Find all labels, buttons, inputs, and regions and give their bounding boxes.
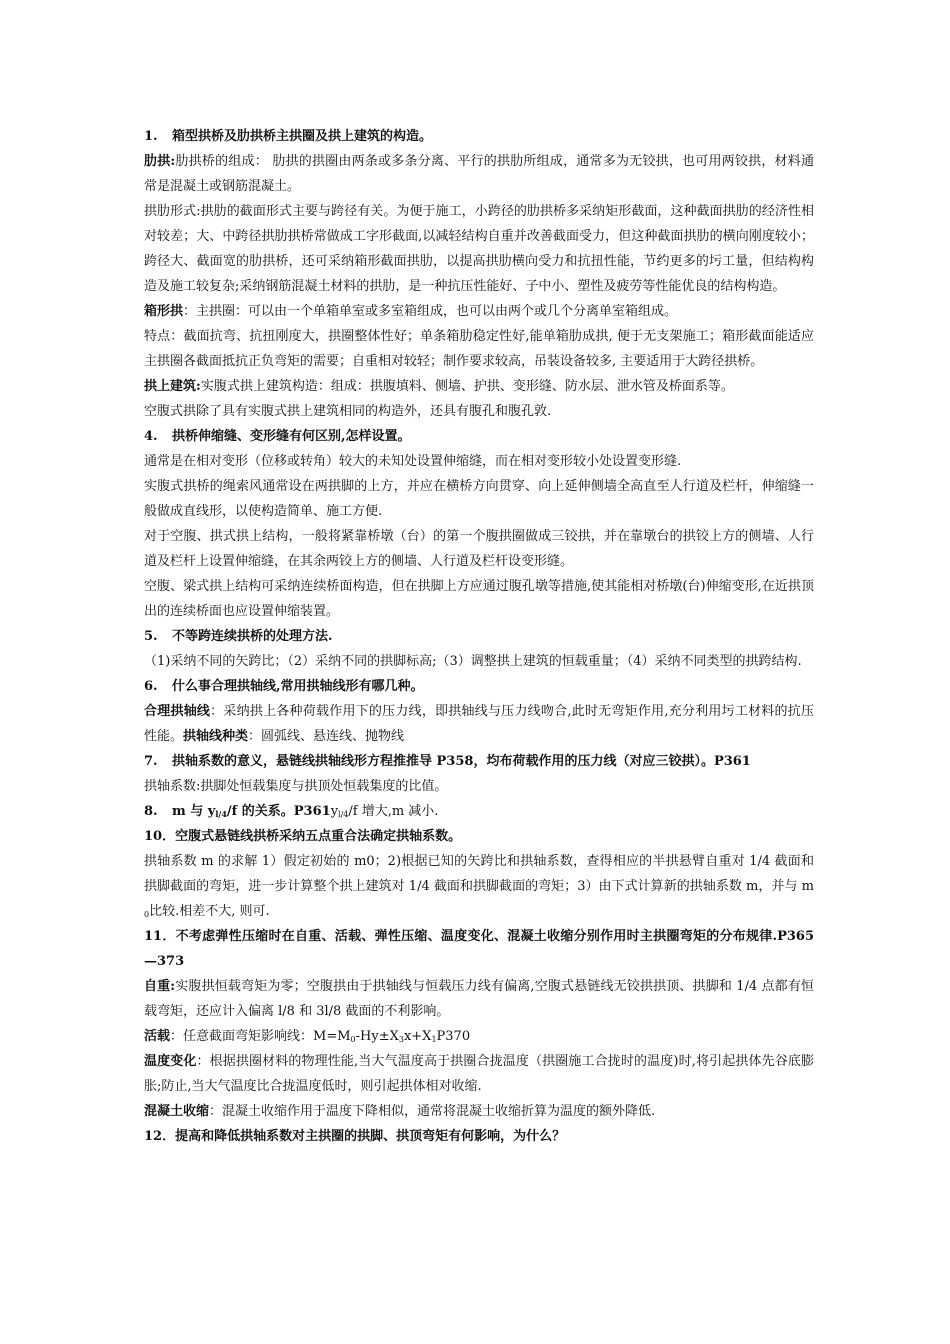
heading-text: 拱桥伸缩缝、变形缝有何区别,怎样设置。 bbox=[172, 429, 411, 444]
heading-section-7 bbox=[144, 749, 814, 774]
paragraph: 对于空腹、拱式拱上结构，一般将紧靠桥墩（台）的第一个腹拱圈做成三铰拱，并在靠墩台的拱铰上方的侧墙、人行道及栏杆上设置伸缩缝，在其余两铰上方的侧墙、人行道及栏杆设变形缝。 bbox=[144, 529, 814, 569]
heading-section-6 bbox=[144, 674, 814, 699]
heading-text: /f 的关系。P361 bbox=[226, 804, 331, 819]
term-label: 拱上建筑: bbox=[144, 379, 201, 394]
paragraph-text: 比较.相差不大, 则可. bbox=[149, 904, 270, 919]
term-label: 混凝土收缩 bbox=[144, 1104, 210, 1119]
heading-number: 1. bbox=[144, 129, 158, 144]
heading-number: 5. bbox=[144, 629, 158, 644]
heading-text: 拱轴系数的意义，悬链线拱轴线形方程推推导 P358，均布荷载作用的压力线（对应三铰拱）。P361 bbox=[172, 754, 751, 769]
term-label: 温度变化 bbox=[144, 1054, 197, 1069]
paragraph bbox=[144, 1024, 814, 1049]
paragraph-text: 实腹式拱上建筑构造：组成：拱腹填料、侧墙、护拱、变形缝、防水层、泄水管及桥面系等。 bbox=[200, 379, 734, 394]
paragraph-text: ：根据拱圈材料的物理性能,当大气温度高于拱圈合拢温度（拱圈施工合拢时的温度)时,将引起拱体先谷底膨胀;防止,当大气温度比合拢温度低时，则引起拱体相对收缩. bbox=[144, 1054, 814, 1094]
subscript: 0 bbox=[350, 1035, 356, 1044]
paragraph-text: -Hy±X bbox=[355, 1029, 399, 1044]
paragraph bbox=[144, 374, 814, 399]
heading-section-10: 10．空腹式悬链线拱桥采纳五点重合法确定拱轴系数。 bbox=[144, 829, 462, 844]
heading-section-12: 12．提高和降低拱轴系数对主拱圈的拱脚、拱顶弯矩有何影响，为什么？ bbox=[144, 1129, 566, 1144]
heading-section-4 bbox=[144, 424, 814, 449]
subscript: 0 bbox=[144, 910, 150, 919]
paragraph bbox=[144, 299, 814, 324]
paragraph: 通常是在相对变形（位移或转角）较大的未知处设置伸缩缝，而在相对变形较小处设置变形缝. bbox=[144, 454, 682, 469]
paragraph-text: ：混凝土收缩作用于温度下降相似，通常将混凝土收缩折算为温度的额外降低. bbox=[209, 1104, 656, 1119]
paragraph: 空腹、梁式拱上结构可采纳连续桥面构造，但在拱脚上方应通过腹孔墩等措施,使其能相对桥墩(台)伸缩变形,在近拱顶出的连续桥面也应设置伸缩装置。 bbox=[144, 579, 814, 619]
paragraph: 空腹式拱除了具有实腹式拱上建筑相同的构造外，还具有腹孔和腹孔敦. bbox=[144, 404, 552, 419]
paragraph-text: ：任意截面弯矩影响线：M=M bbox=[170, 1029, 351, 1044]
heading-section-8 bbox=[144, 799, 814, 824]
paragraph bbox=[144, 1049, 814, 1099]
paragraph: （1)采纳不同的矢跨比；（2）采纳不同的拱脚标高;（3）调整拱上建筑的恒载重量；（4）采纳不同类型的拱跨结构. bbox=[144, 654, 802, 669]
paragraph-text: ：主拱圈：可以由一个单箱单室或多室箱组成，也可以由两个或几个分离单室箱组成。 bbox=[183, 304, 678, 319]
paragraph: 拱肋形式:拱肋的截面形式主要与跨径有关。为便于施工，小跨径的肋拱桥多采纳矩形截面，这种截面拱肋的经济性相对较差；大、中跨径拱肋拱桥常做成工字形截面,以减轻结构自重并改善截面受力，但这种截面拱肋的横向刚度较小；跨径大、截面宽的肋拱桥，还可采纳箱形截面拱肋，以提高拱肋横向受力和抗扭性能，节约更多的圬工量，但结构构造及施工较复杂;采纳钢筋混凝土材料的拱肋，是一种抗压性能好、子中小、塑性及疲劳等性能优良的结构构造。 bbox=[144, 204, 814, 294]
subscript: 3 bbox=[398, 1035, 404, 1044]
subscript: 1 bbox=[431, 1035, 437, 1044]
heading-section-5 bbox=[144, 624, 814, 649]
paragraph: 特点：截面抗弯、抗扭刚度大，拱圈整体性好；单条箱肋稳定性好,能单箱肋成拱, 便于无支架施工；箱形截面能适应主拱圈各截面抵抗正负弯矩的需要；自重相对较轻；制作要求较高，吊装设备较多, 主要适用于大跨径拱桥。 bbox=[144, 329, 814, 369]
term-label: 拱轴线种类 bbox=[183, 729, 249, 744]
paragraph-text: ：圆弧线、悬连线、抛物线 bbox=[248, 729, 405, 744]
document-body bbox=[144, 124, 814, 1149]
subscript: l/4 bbox=[215, 809, 227, 819]
heading-number: 6. bbox=[144, 679, 158, 694]
heading-text: 不等跨连续拱桥的处理方法. bbox=[172, 629, 333, 644]
term-label: 合理拱轴线 bbox=[144, 704, 211, 719]
paragraph bbox=[144, 699, 814, 749]
heading-text: 箱型拱桥及肋拱桥主拱圈及拱上建筑的构造。 bbox=[172, 129, 433, 144]
term-label: 肋拱: bbox=[144, 154, 176, 169]
term-label: 活载 bbox=[144, 1029, 171, 1044]
heading-number: 7. bbox=[144, 754, 158, 769]
paragraph bbox=[144, 1099, 814, 1124]
subscript: l/4 bbox=[338, 810, 349, 819]
heading-section-11: 11．不考虑弹性压缩时在自重、活载、弹性压缩、温度变化、混凝土收缩分别作用时主拱圈弯矩的分布规律.P365—373 bbox=[144, 929, 814, 969]
paragraph-text: y bbox=[330, 804, 339, 819]
paragraph-text: 肋拱桥的组成： 肋拱的拱圈由两条或多条分离、平行的拱肋所组成，通常多为无铰拱，也可用两铰拱，材料通常是混凝土或钢筋混凝土。 bbox=[144, 154, 814, 194]
paragraph bbox=[144, 149, 814, 199]
heading-number: 8. bbox=[144, 804, 158, 819]
heading-text: m 与 y bbox=[172, 804, 216, 819]
paragraph-text: P370 bbox=[436, 1029, 471, 1044]
paragraph-text: /f 增大,m 减小. bbox=[348, 804, 439, 819]
paragraph-text: 拱轴系数 m 的求解 1）假定初始的 m0；2)根据已知的矢跨比和拱轴系数，查得相应的半拱悬臂自重对 1/4 截面和拱脚截面的弯矩，进一步计算整个拱上建筑对 1/4 截面和拱脚截面的弯矩；3）由下式计算新的拱轴系数 m，并与 m bbox=[144, 854, 814, 894]
paragraph-text: ：采纳拱上各种荷载作用下的压力线，即拱轴线与压力线吻合,此时无弯矩作用,充分利用圬工材料的抗压性能。 bbox=[144, 704, 814, 744]
heading-text: 什么事合理拱轴线,常用拱轴线形有哪几种。 bbox=[172, 679, 424, 694]
heading-section-1 bbox=[144, 124, 814, 149]
paragraph bbox=[144, 849, 814, 924]
paragraph bbox=[144, 974, 814, 1024]
heading-number: 4. bbox=[144, 429, 158, 444]
paragraph: 实腹式拱桥的绳索风通常设在两拱脚的上方，并应在横桥方向贯穿、向上延伸侧墙全高直至人行道及栏杆，伸缩缝一般做成直线形，以使构造简单、施工方便. bbox=[144, 479, 814, 519]
paragraph: 拱轴系数:拱脚处恒载集度与拱顶处恒载集度的比值。 bbox=[144, 779, 448, 794]
term-label: 自重: bbox=[144, 979, 176, 994]
paragraph-text: 实腹拱恒载弯矩为零；空腹拱由于拱轴线与恒载压力线有偏离,空腹式悬链线无铰拱拱顶、拱脚和 1/4 点都有恒载弯矩，还应计入偏离 l/8 和 3l/8 截面的不利影响。 bbox=[144, 979, 814, 1019]
term-label: 箱形拱 bbox=[144, 304, 184, 319]
paragraph-text: x+X bbox=[403, 1029, 432, 1044]
